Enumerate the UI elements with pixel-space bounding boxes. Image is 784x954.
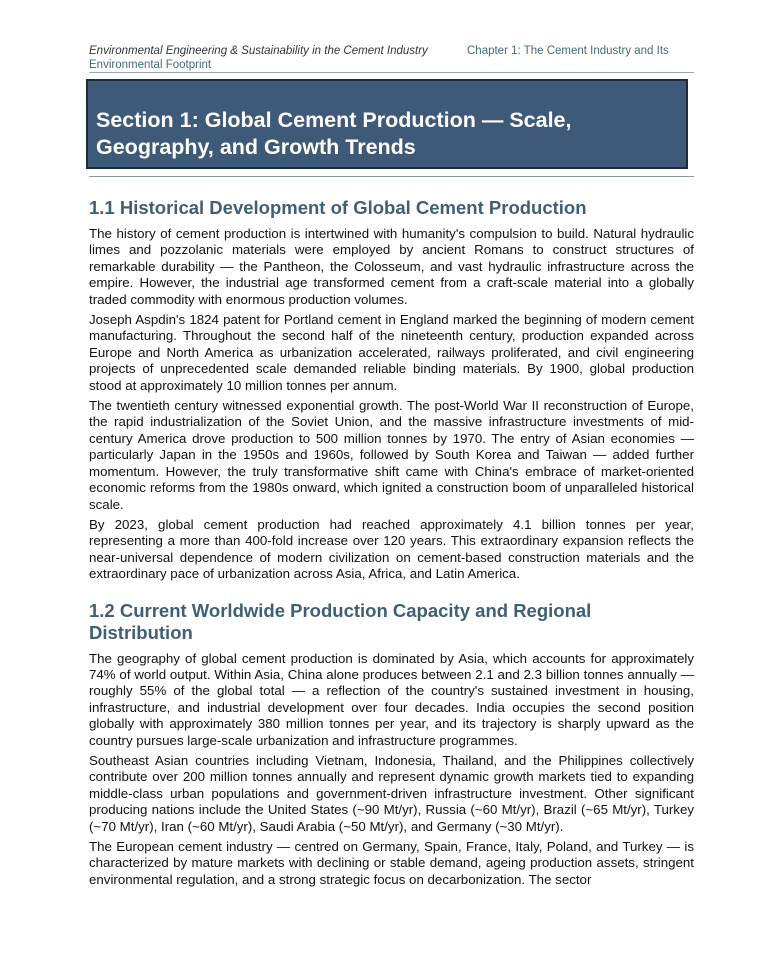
subsection-body-1-2 (89, 651, 694, 889)
book-title-line2: Environmental Footprint (89, 59, 212, 71)
paragraph: The European cement industry — centred on Germany, Spain, France, Italy, Poland, and Turkey — is characterized by mature markets with declining or stable demand, ageing production assets, stringent environmental regulation, and a strong strategic focus on decarbonization. The sector (89, 839, 694, 887)
paragraph: Southeast Asian countries including Vietnam, Indonesia, Thailand, and the Philippines collectively contribute over 200 million tonnes annually and represent dynamic growth markets tied to expanding middle-class urban populations and government-driven infrastructure investment. Other significant producing nations include the United States (~90 Mt/yr), Russia (~60 Mt/yr), Brazil (~65 Mt/yr), Turkey (~70 Mt/yr), Iran (~60 Mt/yr), Saudi Arabia (~50 Mt/yr), and Germany (~30 Mt/yr). (89, 752, 694, 834)
book-title-line1: Environmental Engineering & Sustainability in the Cement Industry (89, 45, 428, 57)
running-header-chapter: Chapter 1: The Cement Industry and Its (467, 45, 669, 57)
paragraph: The geography of global cement production is dominated by Asia, which accounts for approximately 74% of world output. Within Asia, China alone produces between 2.1 and 2.3 billion tonnes annually — roughly 55% of the global total — a reflection of the country's sustained investment in housing, infrastructure, and industrial development over four decades. India occupies the second position globally with approximately 380 million tonnes per year, and its trajectory is sharply upward as the country pursues large-scale urbanization and infrastructure programmes. (89, 650, 694, 748)
section-title-line1: Section 1: Global Cement Production — Scale, (96, 108, 572, 132)
paragraph: The history of cement production is intertwined with humanity's compulsion to build. Natural hydraulic limes and pozzolanic materials were employed by ancient Romans to construct structures of remarkable durability — the Pantheon, the Colosseum, and vast hydraulic infrastructure across the empire. However, the industrial age transformed cement from a craft-scale material into a globally traded commodity with enormous production volumes. (89, 226, 694, 307)
subsection-body-1-1 (89, 226, 694, 583)
section-title (96, 107, 676, 161)
subsection-heading-1-2 (89, 600, 694, 644)
paragraph: Joseph Aspdin's 1824 patent for Portland cement in England marked the beginning of modern cement manufacturing. Throughout the second half of the nineteenth century, production expanded across Europe and North America as urbanization accelerated, railways proliferated, and civil engineering projects of unprecedented scale demanded reliable binding materials. By 1900, global production stood at approximately 10 million tonnes per annum. (89, 312, 694, 393)
paragraph: By 2023, global cement production had reached approximately 4.1 billion tonnes per year, representing a more than 400-fold increase over 120 years. This extraordinary expansion reflects the near-universal dependence of modern civilization on cement-based construction materials and the extraordinary pace of urbanization across Asia, Africa, and Latin America. (89, 516, 694, 582)
subsection-heading-1-1: 1.1 Historical Development of Global Cement Production (89, 197, 587, 218)
section-banner (86, 79, 688, 169)
running-header (89, 44, 694, 73)
running-header-book-title (89, 44, 459, 72)
subsection-heading-1-2-line1: 1.2 Current Worldwide Production Capacity and Regional (89, 599, 592, 621)
document-page (89, 44, 694, 888)
section-divider (89, 176, 694, 177)
paragraph: The twentieth century witnessed exponential growth. The post-World War II reconstruction of Europe, the rapid industrialization of the Soviet Union, and the massive infrastructure investments of mid-century America drove production to 500 million tonnes by 1970. The entry of Asian economies — particularly Japan in the 1950s and 1960s, followed by South Korea and Taiwan — added further momentum. However, the truly transformative shift came with China's embrace of market-oriented economic reforms from the 1980s onward, which ignited a construction boom of unparalleled historical scale. (89, 398, 694, 512)
section-title-line2: Geography, and Growth Trends (96, 135, 416, 159)
subsection-heading-1-2-line2: Distribution (89, 621, 193, 643)
